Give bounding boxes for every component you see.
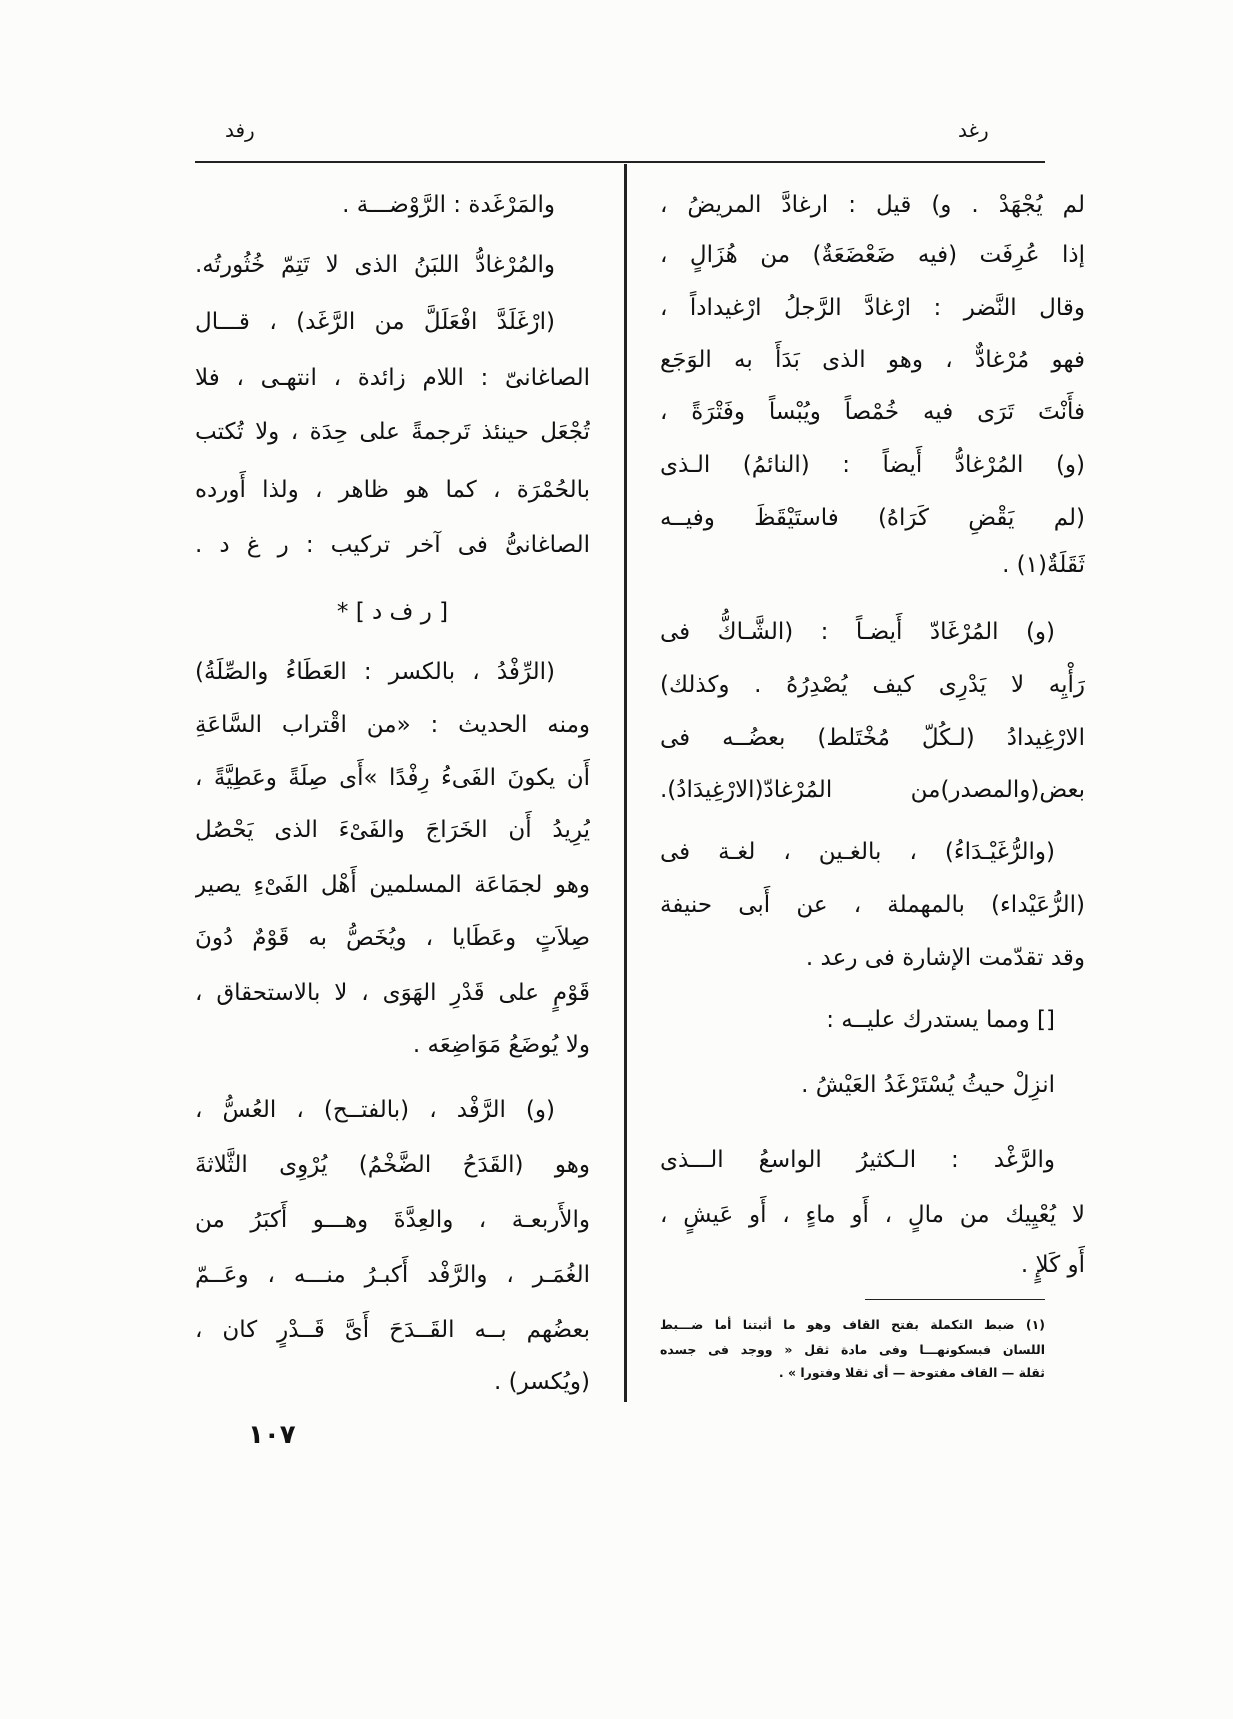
text-line: (الرِّفْدُ ، بالكسر : العَطَاءُ والصِّلَةُ) bbox=[195, 659, 555, 685]
text-line: إذا عُرِفَت (فيه ضَعْضَعَةٌ) من هُزَالٍ ، bbox=[660, 242, 1085, 268]
section-heading: [ ر ف د ] * bbox=[336, 599, 449, 625]
text-line: فأَنْتَ تَرَى فيه خُمْصاً ويُبْساً وفَتْرَةً ، bbox=[660, 399, 1085, 425]
text-line: الارْغِيدادُ (لـكُلّ مُخْتَلط) بعضُــه فى bbox=[660, 725, 1085, 751]
text-line: (والرُّغَيْـدَاءُ) ، بالغـين ، لغـة فى bbox=[660, 839, 1055, 865]
right-running-header: رغد bbox=[958, 118, 989, 142]
text-line: والأَربعـة ، والعِدَّةَ وهـــو أَكبَرُ من bbox=[195, 1207, 590, 1233]
text-line: وقال النَّضر : ارْغادَّ الرَّجلُ ارْغيداداً ، bbox=[660, 295, 1085, 321]
text-line: رَأْيِه لا يَدْرِى كيف يُصْدِرُهُ . وكذلك) bbox=[660, 672, 1085, 698]
text-line: بعضُهم بــه القَــدَحَ أَىَّ قَــدْرٍ كان ، bbox=[195, 1317, 590, 1343]
footnote-rule bbox=[865, 1299, 1045, 1300]
header-rule bbox=[195, 161, 1045, 163]
text-line: وهو لجمَاعَة المسلمين أَهْل الفَىْءِ يصير bbox=[195, 872, 590, 898]
text-line: الصاغانىُّ فى آخر تركيب : ر غ د . bbox=[195, 532, 590, 558]
text-line: الصاغانىّ : اللام زائدة ، انتهـى ، فلا bbox=[195, 365, 590, 391]
text-line: صِلاَتٍ وعَطَايا ، ويُخَصُّ به قَوْمٌ دُونَ bbox=[195, 925, 590, 951]
text-line: فهو مُرْغادٌّ ، وهو الذى بَدَأَ به الوَجَع bbox=[660, 347, 1085, 373]
text-line: انزِلْ حيثُ يُسْتَرْغَدُ العَيْشُ . bbox=[801, 1072, 1055, 1098]
text-line: أَو كَلإٍ . bbox=[1020, 1252, 1085, 1278]
page-number: ١٠٧ bbox=[248, 1420, 296, 1450]
text-line: (الرُّعَيْداء) بالمهملة ، عن أَبى حنيفة bbox=[660, 892, 1085, 918]
text-line: والمُرْغادُّ اللبَنُ الذى لا تَتِمّ خُثُورتُه. bbox=[195, 252, 555, 278]
footnote-line: (١) ضبط التكملة بفتح القاف وهو ما أثبتنا أما ضـــبط bbox=[660, 1317, 1045, 1332]
column-divider bbox=[624, 164, 627, 1402]
text-line: تُجْعَل حينئذ تَرجمةً على حِدَة ، ولا تُكتب bbox=[195, 419, 590, 445]
text-line: ومنه الحديث : «من اقْتراب السَّاعَةِ bbox=[195, 712, 590, 738]
text-line: ولا يُوضَعُ مَوَاضِعَه . bbox=[412, 1032, 590, 1058]
text-line: (ويُكسر) . bbox=[494, 1369, 590, 1395]
text-line: يُرِيدُ أَن الخَرَاجَ والفَىْءَ الذى يَحْصُل bbox=[195, 817, 590, 843]
footnote-line: ثقلة — القاف مفتوحة — أى ثقلا وفتورا » . bbox=[778, 1365, 1045, 1380]
footnote-line: اللسان فبسكونهـــا وفى مادة ثقل « ووجد فى جسده bbox=[660, 1342, 1045, 1357]
text-line: قَوْمٍ على قَدْرِ الهَوَى ، لا بالاستحقاق ، bbox=[195, 980, 590, 1006]
text-line: وهو (القَدَحُ الضَّخْمُ) يُرْوِى الثَّلاثةَ bbox=[195, 1152, 590, 1178]
text-line: ثَقَلَةٌ(١) . bbox=[1002, 552, 1085, 578]
text-line: الغُمَـر ، والرَّفْد أَكبـرُ منـــه ، وعَــمّ bbox=[195, 1262, 590, 1288]
text-line: والمَرْغَدة : الرَّوْضـــة . bbox=[342, 192, 555, 218]
text-line: لا يُعْيِيك من مالٍ ، أَو ماءٍ ، أَو عَيشٍ ، bbox=[660, 1202, 1085, 1228]
text-line: بعض(والمصدر)من المُرْغادّ(الارْغِيدَادُ). bbox=[660, 777, 1085, 803]
text-line: (لم يَقْضِ كَرَاهُ) فاستَيْقَظَ وفيــه bbox=[660, 505, 1085, 531]
text-line: (ارْغَلَدَّ افْعَلَلَّ من الرَّغَد) ، قـــال bbox=[195, 309, 555, 335]
text-line: والرَّغْد : الـكثيرُ الواسعُ الـــذى bbox=[660, 1147, 1055, 1173]
text-line: بالحُمْرَة ، كما هو ظاهر ، ولذا أَورده bbox=[195, 477, 590, 503]
text-line: أَن يكونَ الفَىءُ رِفْدًا »أَى صِلَةً وعَطِيَّةً ، bbox=[195, 765, 590, 791]
text-line: (و) المُرْغَادّ أَيضـاً : (الشَّـاكُّ فى bbox=[660, 619, 1055, 645]
text-line: (و) المُرْغادُّ أَيضاً : (النائمُ) الـذى bbox=[660, 452, 1085, 478]
left-running-header: رفد bbox=[225, 118, 255, 142]
text-line: [] ومما يستدرك عليــه : bbox=[826, 1007, 1055, 1033]
text-line: لم يُجْهَدْ . و) قيل : ارغادَّ المريضُ ، bbox=[660, 192, 1085, 218]
text-line: (و) الرَّفْد ، (بالفتــح) ، العُسُّ ، bbox=[195, 1097, 555, 1123]
text-line: وقد تقدّمت الإشارة فى رعد . bbox=[805, 945, 1085, 971]
